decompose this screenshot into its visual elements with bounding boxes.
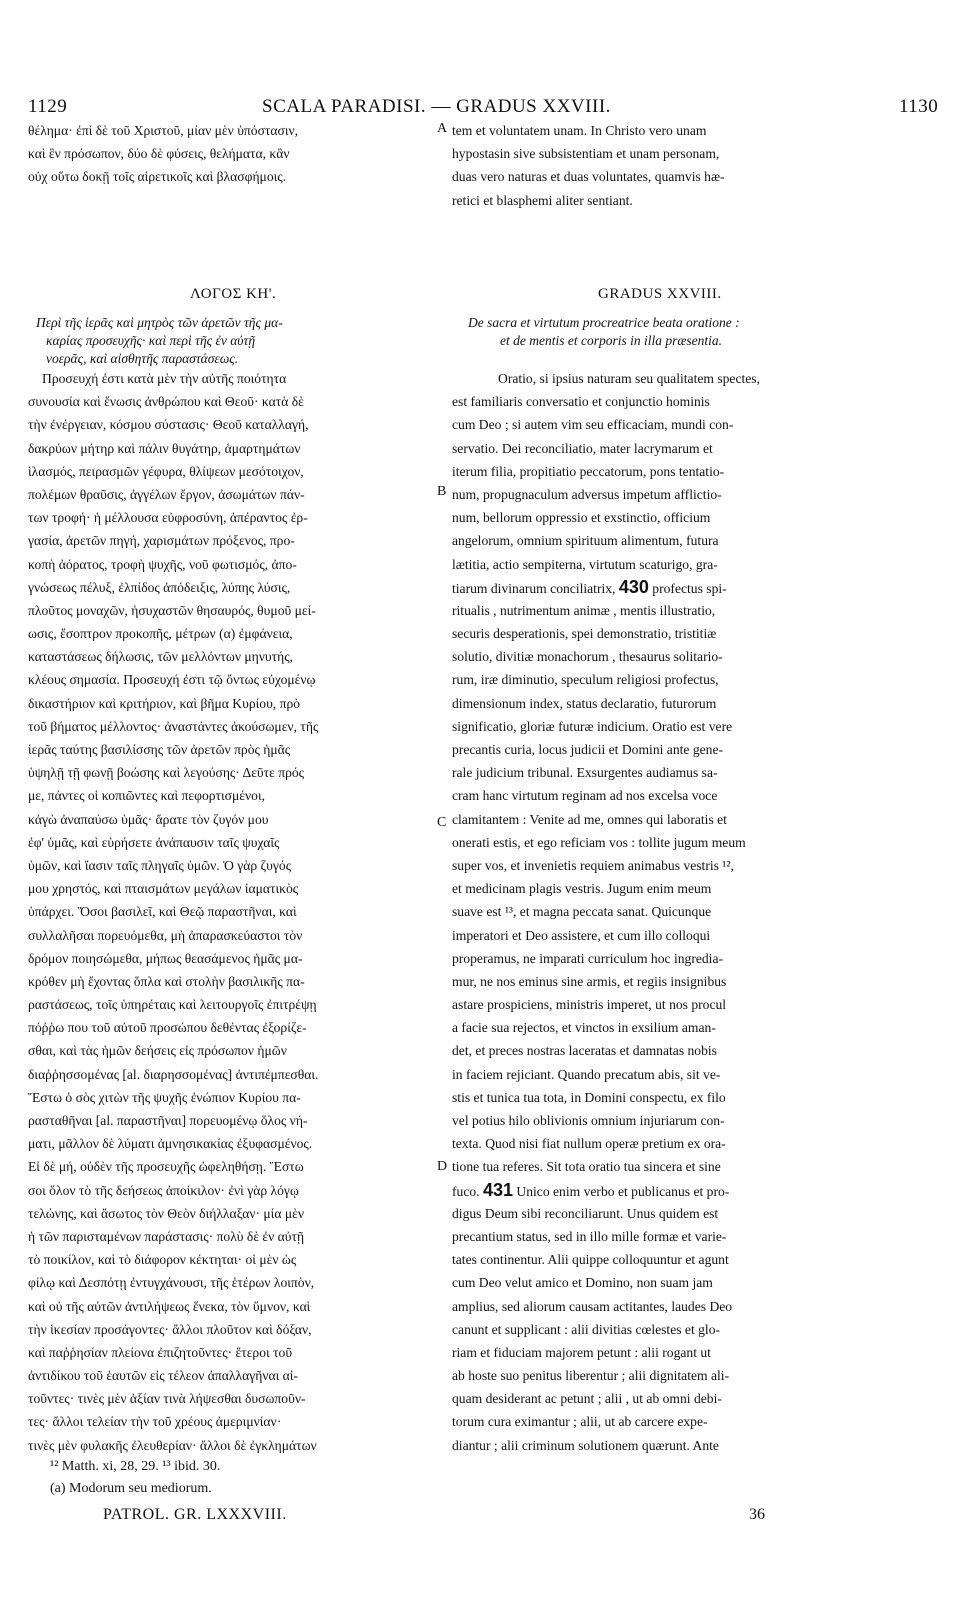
text-line: diantur ; alii criminum solutionem quærunt. Ante (452, 1437, 719, 1453)
text-line: ρασταθῆναι [al. παραστῆναι] πορευομένῳ ὅλος νή- (28, 1113, 308, 1128)
text-line: rale judicium tribunal. Exsurgentes audiamus sa- (452, 765, 718, 781)
text-line: dimensionum index, status declaratio, futurorum (452, 695, 717, 711)
column-number-marker: 431 (482, 1179, 513, 1200)
latin-chapter-heading: GRADUS XXVIII. (598, 286, 722, 302)
text-line: riam et fiduciam majorem petunt : alii rogant ut (452, 1344, 711, 1360)
text-line: πολέμων θραῦσις, ἀγγέλων ἔργον, ἀσωμάτων πάν- (28, 486, 305, 502)
subtitle-line: καρίας προσευχῆς· καὶ περὶ τῆς ἐν αὐτῇ (46, 333, 256, 348)
header-left-column-number: 1129 (28, 96, 68, 117)
text-line: γνώσεως πέλυξ, ἐλπίδος ἀπόδειξις, λύπης λύσις, (28, 579, 291, 595)
margin-letter-d: D (437, 1159, 448, 1174)
text-line: det, et preces nostras laceratas et damnatas nobis (452, 1043, 717, 1059)
greek-chapter-heading: ΛΟΓΟΣ ΚΗ'. (190, 286, 277, 302)
text-line: οὐχ οὕτω δοκῇ τοῖς αἱρετικοῖς καὶ βλασφήμοις. (28, 169, 287, 185)
latin-text-column (452, 367, 957, 1457)
text-line: γασία, ἀρετῶν πηγή, χαρισμάτων πρόξενος, προ- (28, 533, 295, 549)
text-line: Ἔστω ὁ σὸς χιτὼν τῆς ψυχῆς ἐνώπιον Κυρίου πα- (28, 1089, 301, 1105)
text-line: fuco. 431 Unico enim verbo et publicanus et pro- (452, 1179, 730, 1200)
prev-latin-text (452, 119, 957, 212)
text-line: clamitantem : Venite ad me, omnes qui laboratis et (452, 811, 727, 827)
text-line: precantis curia, locus judicii et Domini ante gene- (452, 742, 724, 757)
text-line: ματι, μᾶλλον δὲ λύματι ἀμνησικακίας ἐξυφασμένος. (28, 1136, 313, 1152)
text-line: τινὲς μὲν φυλακῆς ἐλευθερίαν· ἄλλοι δὲ ἐγκλημάτων (28, 1437, 317, 1453)
text-line: ἀντιδίκου τοῦ ἑαυτῶν εἰς τέλεον ἀπαλλαγῆναι αἰ- (28, 1368, 298, 1384)
text-line: πλοῦτος μοναχῶν, ἡσυχαστῶν θησαυρός, θυμοῦ μεί- (28, 602, 316, 618)
text-line: σθαι, καὶ τὰς ἡμῶν δεήσεις εἰς πρόσωπον ἡμῶν (28, 1043, 287, 1059)
text-line: ραστάσεως, τοῖς ὑπηρέταις καὶ λειτουργοῖς ἐπιτρέψῃ (28, 997, 317, 1013)
text-line: ἱερᾶς ταύτης βασιλίσσης τῶν ἀρετῶν πρὸς ἡμᾶς (28, 742, 291, 757)
text-line: servatio. Dei reconciliatio, mater lacrymarum et (452, 440, 713, 456)
subtitle-line: νοερᾶς, καὶ αἰσθητῆς παραστάσεως. (46, 351, 239, 366)
text-line: με, πάντες οἱ κοπιῶντες καὶ πεφορτισμένοι, (28, 788, 265, 804)
text-line: precantium status, sed in illo mille formæ et varie- (452, 1228, 727, 1244)
text-line: δρόμον ποιησώμεθα, μήπως θεασάμενος ἡμᾶς μα- (28, 950, 303, 966)
text-line: amplius, sed aliorum causam actitantes, laudes Deo (452, 1298, 733, 1314)
latin-chapter-subtitle (468, 314, 740, 350)
text-line: in faciem rejiciant. Quando precatum abis, sit ve- (452, 1066, 721, 1082)
prev-greek-text (28, 119, 440, 189)
text-line: ὑψηλῇ τῇ φωνῇ βοώσης καὶ λεγούσης· Δεῦτε πρός (28, 765, 305, 781)
text-line: ὑπάρχει. Ὅσοι βασιλεῖ, καὶ Θεῷ παραστῆναι, καὶ (28, 904, 297, 920)
text-line: Oratio, si ipsius naturam seu qualitatem spectes, (498, 371, 760, 386)
column-number-marker: 430 (618, 576, 649, 597)
text-line: vel potius hilo oblivionis omnium injuriarum con- (452, 1113, 725, 1128)
text-line: significatio, gloriæ futuræ indicium. Oratio est vere (452, 718, 733, 734)
text-line: super vos, et invenietis requiem animabus vestris ¹², (452, 857, 734, 873)
text-line: tione tua referes. Sit tota oratio tua sincera et sine (452, 1159, 721, 1175)
text-line: tiarum divinarum conciliatrix, 430 profectus spi- (452, 576, 727, 597)
text-line: tem et voluntatem unam. In Christo vero unam (452, 123, 707, 138)
text-line: ab hoste suo penitus liberentur ; alii dignitatem ali- (452, 1368, 730, 1384)
text-line: Προσευχή ἐστι κατὰ μὲν τὴν αὐτῆς ποιότητα (42, 371, 287, 386)
footnote-references: ¹² Matth. xi, 28, 29. ¹³ ibid. 30. (50, 1459, 221, 1474)
text-line: δακρύων μήτηρ καὶ πάλιν θυγάτηρ, ἁμαρτημάτων (28, 440, 301, 456)
text-line: τὴν ἐνέργειαν, κόσμου σύστασις· Θεοῦ καταλλαγή, (28, 417, 309, 433)
text-line: καὶ ἓν πρόσωπον, δύο δὲ φύσεις, θελήματα, κἂν (28, 146, 290, 162)
text-line: cum Deo ; si autem vim seu efficaciam, mundi con- (452, 417, 734, 433)
header-right-column-number: 1130 (899, 96, 939, 117)
text-line: τελώνης, καὶ ἄσωτος τὸν Θεὸν διήλλαξαν· μία μὲν (28, 1205, 304, 1221)
text-line: est familiaris conversatio et conjunctio hominis (452, 394, 710, 410)
text-line: μου χρηστός, καὶ πταισμάτων μεγάλων ἰαματικὸς (28, 881, 299, 897)
text-line: καὶ παῤῥησίαν πλείονα ἐπιζητοῦντες· ἕτεροι τοῦ (28, 1344, 293, 1360)
text-line: ἐφ' ὑμᾶς, καὶ εὑρήσετε ἀνάπαυσιν ταῖς ψυχαῖς (28, 834, 280, 850)
text-line: canunt et supplicant : alii divitias cœlestes et glo- (452, 1321, 721, 1337)
series-footer: PATROL. GR. LXXXVIII. (103, 1506, 287, 1523)
text-line: texta. Quod nisi fiat nullum operæ pretium ex ora- (452, 1136, 726, 1152)
text-line: cram hanc virtutum reginam ad nos excelsa voce (452, 788, 718, 804)
text-line: astare prospiciens, ministris imperet, ut nos procul (452, 997, 727, 1013)
margin-letter-a: A (437, 121, 448, 136)
page-signature: 36 (749, 1506, 765, 1523)
text-line: ἡ τῶν παρισταμένων παράστασις· πολὺ δὲ ἐν αὐτῇ (28, 1228, 305, 1244)
text-line: a facie sua rejectos, et vinctos in exsilium aman- (452, 1020, 716, 1036)
margin-letter-c: C (437, 815, 447, 830)
text-line: συνουσία καὶ ἕνωσις ἀνθρώπου καὶ Θεοῦ· κατὰ δὲ (28, 394, 304, 410)
text-line: ἱλασμός, πειρασμῶν γέφυρα, θλίψεων μεσότοιχον, (28, 463, 304, 479)
text-line: imperatori et Deo assistere, et cum illo colloqui (452, 927, 711, 943)
text-line: φίλῳ καὶ Δεσπότῃ ἐντυγχάνουσι, τῆς ἑτέρων λοιπὸν, (28, 1275, 315, 1291)
text-line: συλλαλῆσαι πορευόμεθα, μὴ ἀπαρασκεύαστοι τὸν (28, 927, 303, 943)
text-line: κοπὴ ἀόρατος, τροφὴ ψυχῆς, νοῦ φωτισμός, ἀπο- (28, 556, 297, 572)
text-line: quam desiderant ac petunt ; alii , ut ab omni debi- (452, 1391, 722, 1407)
text-line: ωσις, ἔσοπτρον προκοπῆς, μέτρων (α) ἐμφάνεια, (28, 626, 293, 642)
text-line: ritualis , nutrimentum animæ , mentis illustratio, (452, 602, 716, 618)
text-line: torum cura eximantur ; alii, ut ab carcere expe- (452, 1414, 708, 1430)
text-line: Εἰ δὲ μή, οὐδὲν τῆς προσευχῆς ὠφεληθήσῃ. Ἔστω (28, 1159, 304, 1175)
text-line: hypostasin sive subsistentiam et unam personam, (452, 146, 720, 162)
subtitle-line: et de mentis et corporis in illa præsentia. (500, 333, 722, 348)
text-line: πόῤῥω που τοῦ αὐτοῦ προσώπου δεθέντας ἐξορίζε- (28, 1020, 307, 1036)
text-line: digus Deum sibi reconciliarunt. Unus quidem est (452, 1205, 719, 1221)
text-line: iterum filia, propitiatio peccatorum, pons tentatio- (452, 463, 725, 479)
text-line: stis et tunica tua tota, in Domini conspectu, ex filo (452, 1089, 726, 1105)
text-line: κρόθεν μὴ ἔχοντας ὅπλα καὶ στολὴν βασιλικῆς πα- (28, 973, 305, 989)
text-line: θέλημα· ἐπὶ δὲ τοῦ Χριστοῦ, μίαν μὲν ὑπόστασιν, (28, 123, 299, 138)
text-line: retici et blasphemi aliter sentiant. (452, 192, 633, 208)
text-line: καὶ οὐ τῆς αὐτῶν ἀντιλήψεως ἕνεκα, τὸν ὕμνον, καὶ (28, 1298, 311, 1314)
subtitle-line: Περὶ τῆς ἱερᾶς καὶ μητρὸς τῶν ἀρετῶν τῆς μα- (36, 315, 283, 330)
text-line: solutio, divitiæ monachorum , thesaurus solitario- (452, 649, 723, 665)
text-line: τοῦ βήματος μέλλοντος· ἀναστάντες ἀκούσωμεν, τῆς (28, 718, 319, 734)
subtitle-line: De sacra et virtutum procreatrice beata oratione : (468, 315, 740, 330)
text-line: securis desperationis, spei demonstratio, tristitiæ (452, 626, 717, 642)
text-line: κλέους σημασία. Προσευχή ἐστι τῷ ὄντως εὐχομένῳ (28, 672, 316, 688)
text-line: duas vero naturas et duas voluntates, quamvis hæ- (452, 169, 725, 185)
text-line: δικαστήριον καὶ κριτήριον, καὶ βῆμα Κυρίου, πρὸ (28, 695, 301, 711)
text-line: onerati estis, et ego reficiam vos : tollite jugum meum (452, 834, 746, 850)
text-line: cum Deo velut amico et Domino, non suam jam (452, 1275, 713, 1291)
text-line: τοῦντες· τινὲς μὲν ἀξίαν τινὰ λήψεσθαι δυσωποῦν- (28, 1391, 306, 1407)
text-line: lætitia, actio sempiterna, virtutum scaturigo, gra- (452, 556, 718, 572)
text-line: et medicinam plagis vestris. Jugum enim meum (452, 881, 712, 897)
greek-chapter-subtitle (36, 314, 283, 368)
text-line: τὸ ποικίλον, καὶ τὸ διάφορον κέκτηται· οἱ μὲν ὡς (28, 1252, 297, 1268)
text-line: τὴν ἱκεσίαν προσάγοντες· ἄλλοι πλοῦτον καὶ δόξαν, (28, 1321, 312, 1337)
footnote-variant: (a) Modorum seu mediorum. (50, 1481, 212, 1496)
running-title: SCALA PARADISI. — GRADUS XXVIII. (262, 96, 611, 117)
text-line: καταστάσεως δήλωσις, τῶν μελλόντων μηνυτής, (28, 649, 293, 665)
text-line: mur, ne nos eminus sine armis, et regiis insignibus (452, 973, 727, 989)
text-line: num, propugnaculum adversus impetum afflictio- (452, 486, 722, 502)
greek-text-column (28, 367, 440, 1457)
text-line: angelorum, omnium spirituum alimentum, futura (452, 533, 719, 549)
text-line: suave est ¹³, et magna peccata sanat. Quicunque (452, 904, 712, 920)
text-line: num, bellorum oppressio et exstinctio, officium (452, 510, 711, 526)
text-line: tates continentur. Alii quippe colloquuntur et agunt (452, 1252, 729, 1268)
text-line: σοι ὅλον τὸ τῆς δεήσεως ἀποίκιλον· ἐνὶ γὰρ λόγῳ (28, 1182, 299, 1198)
text-line: διαῤῥησσομένας [al. διαρησσομένας] ἀντιπέμπεσθαι. (28, 1066, 319, 1082)
text-line: κἀγὼ ἀναπαύσω ὑμᾶς· ἄρατε τὸν ζυγόν μου (28, 811, 269, 827)
text-line: properamus, ne imparati curriculum hoc ingredia- (452, 950, 724, 966)
text-line: των τροφή· ἡ μέλλουσα εὐφροσύνη, ἀπέραντος ἐρ- (28, 510, 308, 526)
text-line: τες· ἄλλοι τελείαν τὴν τοῦ χρέους ἀμεριμνίαν· (28, 1414, 282, 1430)
margin-letter-b: B (437, 484, 447, 499)
text-line: ὑμῶν, καὶ ἴασιν ταῖς πληγαῖς ὑμῶν. Ὁ γὰρ ζυγός (28, 857, 292, 873)
text-line: rum, iræ diminutio, speculum religiosi profectus, (452, 672, 719, 688)
